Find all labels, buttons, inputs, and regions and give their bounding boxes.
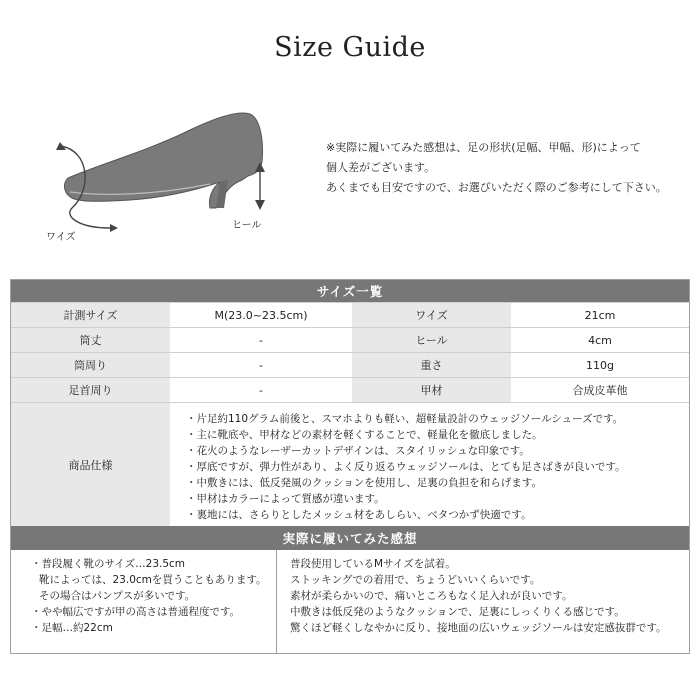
spec-line: ・花火のようなレーザーカットデザインは、スタイリッシュな印象です。	[186, 445, 530, 457]
comment-line: 驚くほど軽くしなやかに反り、接地面の広いウェッジソールは安定感抜群です。	[290, 622, 667, 634]
experience-heading: 実際に履いてみた感想	[11, 526, 689, 550]
spec-line: ・裏地には、さらりとしたメッシュ材をあしらい、ベタつかず快適です。	[186, 509, 532, 521]
spec-line: ・厚底ですが、弾力性があり、よく反り返るウェッジソールは、とても足さばきが良いです。	[186, 461, 626, 473]
comment-line: 中敷きは低反発のようなクッションで、足裏にしっくりくる感じです。	[290, 606, 625, 618]
spec-line: ・片足約110グラム前後と、スマホよりも軽い、超軽量設計のウェッジソールシューズです。	[186, 413, 624, 425]
row-label: 足首周り	[11, 378, 170, 402]
row-label: 筒周り	[11, 353, 170, 377]
profile-line: ・普段履く靴のサイズ…23.5cm	[31, 558, 186, 570]
spec-row	[11, 402, 689, 526]
size-table	[10, 279, 690, 654]
experience-comments	[277, 550, 689, 653]
row-value: 4cm	[511, 328, 689, 352]
row-value: -	[170, 353, 352, 377]
experience-section	[11, 550, 689, 653]
row-label: 計測サイズ	[11, 303, 170, 327]
experience-profile	[11, 550, 277, 653]
table-row	[11, 377, 689, 402]
note-line: あくまでも目安ですので、お選びいただく際のご参考にして下さい。	[326, 181, 667, 194]
disclaimer-note	[326, 138, 667, 198]
size-table-heading: サイズ一覧	[11, 280, 689, 302]
page-title: Size Guide	[274, 32, 426, 63]
row-value: 110g	[511, 353, 689, 377]
row-value: 合成皮革他	[511, 378, 689, 402]
row-label: 筒丈	[11, 328, 170, 352]
width-label: ワイズ	[46, 232, 76, 243]
spec-line: ・甲材はカラーによって質感が違います。	[186, 493, 385, 505]
spec-list	[170, 403, 689, 526]
spec-line: ・中敷きには、低反発風のクッションを使用し、足裏の負担を和らげます。	[186, 477, 542, 489]
row-value: 21cm	[511, 303, 689, 327]
table-row	[11, 352, 689, 377]
profile-line: ・足幅…約22cm	[31, 622, 113, 634]
comment-line: ストッキングでの着用で、ちょうどいいくらいです。	[290, 574, 541, 586]
row-label: ヒール	[352, 328, 511, 352]
table-row	[11, 302, 689, 327]
row-value: M(23.0~23.5cm)	[170, 303, 352, 327]
row-label: 甲材	[352, 378, 511, 402]
profile-line: ・やや幅広ですが甲の高さは普通程度です。	[31, 606, 241, 618]
comment-line: 普段使用しているMサイズを試着。	[290, 558, 456, 570]
spec-label: 商品仕様	[11, 403, 170, 526]
note-line: ※実際に履いてみた感想は、足の形状(足幅、甲幅、形)によって	[326, 141, 641, 154]
heel-label: ヒール	[232, 220, 262, 231]
comment-line: 素材が柔らかいので、痛いところもなく足入れが良いです。	[290, 590, 573, 602]
row-label: 重さ	[352, 353, 511, 377]
row-value: -	[170, 378, 352, 402]
table-row	[11, 327, 689, 352]
row-value: -	[170, 328, 352, 352]
spec-line: ・主に靴底や、甲材などの素材を軽くすることで、軽量化を徹底しました。	[186, 429, 543, 441]
shoe-illustration	[40, 100, 290, 260]
note-line: 個人差がございます。	[326, 161, 436, 174]
profile-line: 靴によっては、23.0cmを買うこともあります。	[39, 574, 267, 586]
profile-line: その場合はパンプスが多いです。	[39, 590, 196, 602]
row-label: ワイズ	[352, 303, 511, 327]
